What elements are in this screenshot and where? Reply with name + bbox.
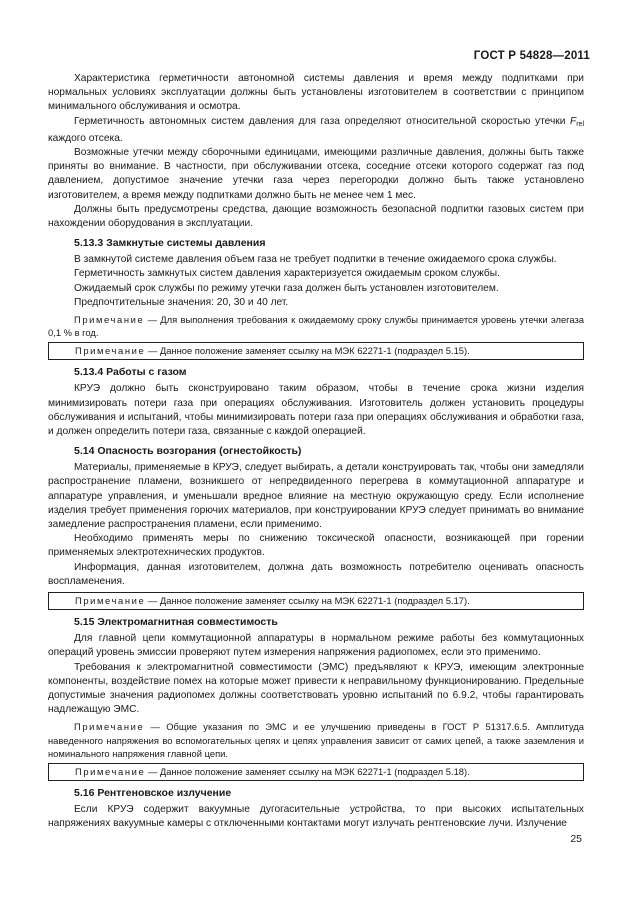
section-heading: 5.16 Рентгеновское излучение [74,786,232,799]
paragraph: Характеристика герметичности автономной системы давления и время между подпитками при нормальных условиях эксплуатации должны быть установлены изготовителем в соответствии с принципом минимального обслуживания и осмотра. [48,73,584,113]
note-label: Примечание [74,721,145,733]
paragraph-text: каждого отсека. [48,132,123,144]
section-heading: 5.13.4 Работы с газом [74,366,187,379]
paragraph: Материалы, применяемые в КРУЭ, следует выбирать, а детали конструировать так, чтобы они замедляли распространение пламени, возникшего от непредвиденного перегрева в коммутационной аппаратуре и аппаратуре управления, и уменьшали вредное влияние на местную окружающую среду. Если исполнение изделия требует применения горючих материалов, при конструировании КРУЭ следует принимать во внимание замедление распространения пламени, если применимо. [48,462,584,531]
page-number: 25 [570,833,582,845]
section-heading: 5.14 Опасность возгорания (огнестойкость) [74,445,302,458]
paragraph: Герметичность замкнутых систем давления характеризуется ожидаемым сроком службы. [74,268,500,280]
paragraph: Для главной цепи коммутационной аппаратуры в нормальном режиме работы без коммутационных операций уровень эмиссии проверяют путем измерения напряжения радиопомех, если это применимо. [48,633,584,659]
paragraph [48,115,584,146]
note-label: Примечание [75,345,146,357]
section-heading: 5.15 Электромагнитная совместимость [74,616,278,629]
note-label: Примечание [75,595,146,607]
paragraph: В замкнутой системе давления объем газа не требует подпитки в течение ожидаемого срока службы. [74,254,557,266]
note-label: Примечание [74,314,145,326]
paragraph: Необходимо применять меры по снижению токсической опасности, возникающей при горении применяемых электротехнических продуктов. [48,533,584,559]
paragraph: Требования к электромагнитной совместимости (ЭМС) предъявляют к КРУЭ, имеющим электронные компоненты, воздействие помех на которые может привести к неправильному функционированию. Предельные допустимые значения радиопомех должны соответствовать уровню испытаний по 6.9.2, чтобы гарантировать надлежащую ЭМС. [48,661,584,716]
paragraph: КРУЭ должно быть сконструировано таким образом, чтобы в течение срока жизни изделия минимизировать потери газа при операциях обслуживания. Изготовитель должен установить процедуры обслуживания и испытаний, чтобы минимизировать потери газа при операциях обслуживания и обработки газа, и должен определить потери газа, связанные с каждой операцией. [48,383,584,438]
boxed-note [48,342,584,360]
page-content [48,72,584,831]
note-text: — Для выполнения требования к ожидаемому сроку службы принимается уровень утечки элегаза 0,1 % в год. [48,314,584,339]
paragraph: Ожидаемый срок службы по режиму утечки газа должен быть установлен изготовителем. [74,282,499,294]
paragraph: Возможные утечки между сборочными единицами, имеющими различные давления, должны быть также приняты во внимание. В частности, при обслуживании отсека, соседние отсеки которого содержат газ под давлением, допустимое значение утечки газа через перегородки должно быть также установлено изготовителем, а время между подпитками должно быть не менее чем 1 мес. [48,147,584,201]
note-text: — Данное положение заменяет ссылку на МЭК 62271-1 (подраздел 5.18). [145,765,470,777]
section-heading: 5.13.3 Замкнутые системы давления [74,237,266,250]
paragraph: Если КРУЭ содержит вакуумные дугогасительные устройства, то при высоких испытательных напряжениях вакуумные камеры с отключенными контактами могут излучать рентгеновские лучи. Излучение [48,803,584,830]
note-label: Примечание [75,765,146,777]
note [48,313,584,339]
note-text: — Общие указания по ЭМС и ее улучшению приведены в ГОСТ Р 51317.6.5. Амплитуда наведенного напряжения во вспомогательных цепях и цепях управления зависит от самих цепей, а также заземления и номинального напряжения главной цепи. [48,721,584,759]
paragraph: Информация, данная изготовителем, должна дать возможность потребителю оценивать опасность воспламенения. [48,561,584,587]
boxed-note [48,763,584,781]
formula-subscript: rel [576,120,584,128]
boxed-note [48,592,584,610]
formula-symbol: F [569,115,577,127]
note-text: — Данное положение заменяет ссылку на МЭК 62271-1 (подраздел 5.15). [145,345,470,357]
standard-header: ГОСТ Р 54828—2011 [473,50,590,62]
paragraph-text: Герметичность автономных систем давления для газа определяют относительной скоростью утечки [74,115,570,127]
paragraph: Должны быть предусмотрены средства, дающие возможность безопасной подпитки газовых систем при нахождении оборудования в эксплуатации. [48,203,584,230]
note [48,720,584,760]
note-text: — Данное положение заменяет ссылку на МЭК 62271-1 (подраздел 5.17). [145,595,470,607]
paragraph: Предпочтительные значения: 20, 30 и 40 лет. [74,296,289,308]
